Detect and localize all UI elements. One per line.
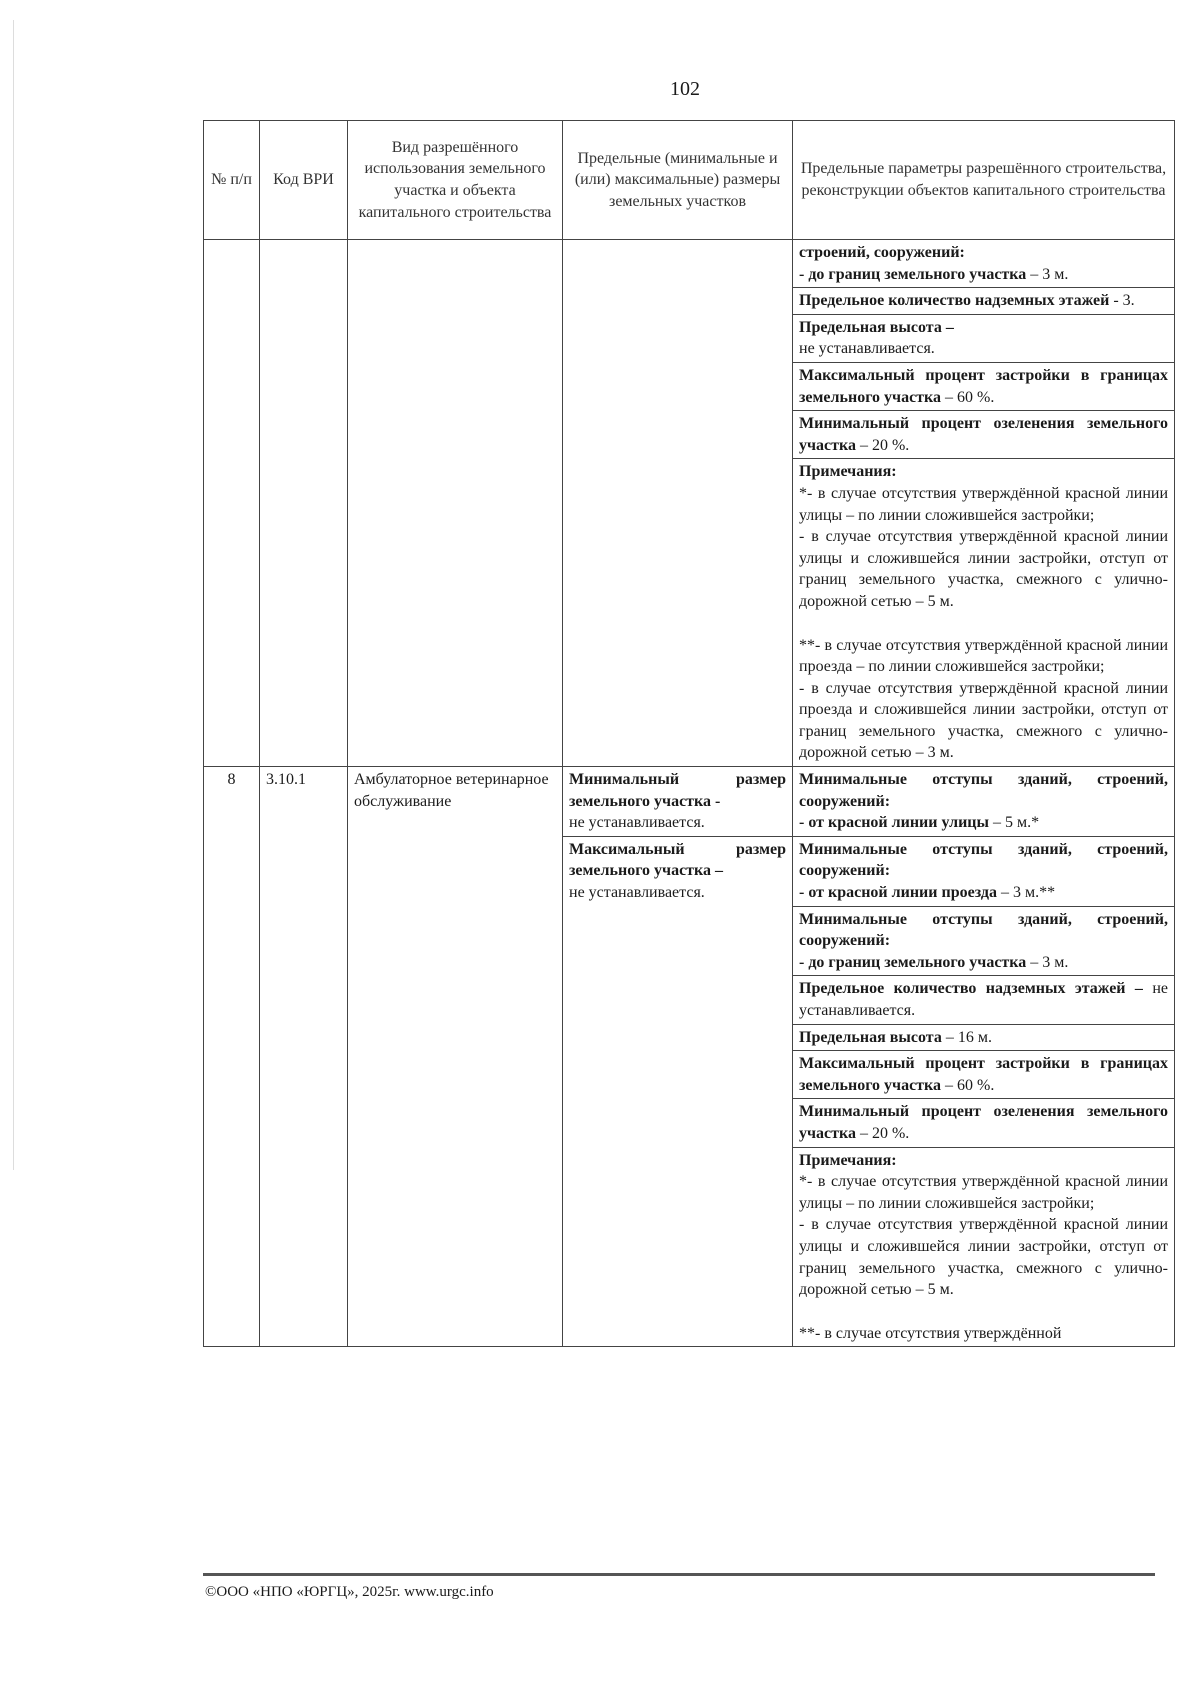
spacer [799, 613, 1168, 635]
param-build-percent [793, 1051, 1175, 1099]
param-build-percent [793, 362, 1175, 410]
note-item: *- в случае отсутствия утверждённой красной линии улицы – по линии сложившейся застройки; [799, 1173, 1168, 1212]
param-green-percent [793, 1099, 1175, 1147]
param-value: – 16 м. [941, 1028, 992, 1046]
param-line-value: – 3 м. [1026, 953, 1069, 971]
param-setbacks-border [793, 906, 1175, 976]
param-notes [793, 459, 1175, 767]
table-header-row [204, 121, 1175, 240]
param-line [799, 814, 1039, 831]
param-value: - 3. [1109, 292, 1135, 310]
note-item: - в случае отсутствия утверждённой красной линии улицы и сложившейся линии застройки, отступ от границ земельного участка, смежного с улично-дорожной сетью – 5 м. [799, 1216, 1168, 1299]
header-plot-sizes: Предельные (минимальные и (или) максимальные) размеры земельных участков [563, 121, 793, 240]
row-use-kind: Амбулаторное ветеринарное обслуживание [348, 767, 563, 1347]
size-title: Минимальный размер земельного участка - [569, 771, 786, 810]
param-title: Максимальный процент застройки в границах земельного участка [799, 366, 1168, 406]
param-title: Минимальные отступы зданий, строений, сооружений: [799, 771, 1168, 810]
param-value: не устанавливается. [799, 340, 935, 358]
header-use-kind: Вид разрешённого использования земельного участка и объекта капитального строительства [348, 121, 563, 240]
param-value: – 20 %. [855, 436, 910, 454]
param-value: – 60 %. [941, 388, 995, 406]
param-line-label: - от красной линии проезда [799, 884, 997, 902]
param-line-label: - от красной линии улицы [799, 814, 989, 832]
param-title: Максимальный процент застройки в границах земельного участка [799, 1055, 1168, 1094]
empty-cell [204, 240, 260, 767]
size-title: Максимальный размер земельного участка – [569, 840, 786, 880]
spacer [799, 1301, 1168, 1323]
param-title: Предельное количество надземных этажей [799, 292, 1110, 310]
param-line-label: - до границ земельного участка [799, 265, 1027, 283]
min-plot-size [563, 767, 793, 837]
param-setbacks-street [793, 767, 1175, 837]
param-title: Минимальный процент озеленения земельного участка [799, 415, 1168, 454]
param-height [793, 314, 1175, 362]
param-floors [793, 976, 1175, 1024]
param-value: – 20 %. [855, 1124, 910, 1142]
param-line-value: – 5 м.* [989, 814, 1040, 832]
param-value: не устанавливается. [799, 980, 1168, 1019]
param-setbacks [793, 240, 1175, 288]
empty-cell [260, 240, 348, 767]
param-green-percent [793, 411, 1175, 459]
header-parameters: Предельные параметры разрешённого строительства, реконструкции объектов капитального строительства [793, 121, 1175, 240]
row-number: 8 [204, 767, 260, 1347]
param-line [799, 954, 1068, 971]
param-title: Минимальный процент озеленения земельного участка [799, 1103, 1168, 1142]
size-value: не устанавливается. [569, 884, 705, 902]
size-value: не устанавливается. [569, 814, 705, 832]
notes-title: Примечания: [799, 1151, 897, 1169]
param-setbacks-passage [793, 836, 1175, 906]
param-value: – 60 %. [941, 1076, 995, 1094]
row-code: 3.10.1 [260, 767, 348, 1347]
footer-rule [203, 1573, 1155, 1576]
note-item: - в случае отсутствия утверждённой красной линии улицы и сложившейся линии застройки, отступ от границ земельного участка, смежного с улично-дорожной сетью – 5 м. [799, 528, 1168, 610]
page-number: 102 [670, 78, 700, 100]
max-plot-size [563, 836, 793, 1346]
header-code: Код ВРИ [260, 121, 348, 240]
notes-title: Примечания: [799, 463, 897, 481]
param-line-label: - до границ земельного участка [799, 953, 1027, 971]
note-item: **- в случае отсутствия утверждённой красной линии проезда – по линии сложившейся застройки; [799, 636, 1168, 676]
param-height [793, 1024, 1175, 1051]
regulations-table [203, 120, 1175, 1347]
param-line [799, 884, 1055, 901]
table-row [204, 767, 1175, 837]
param-line-value: – 3 м.** [996, 884, 1056, 902]
param-line [799, 266, 1068, 283]
note-item: - в случае отсутствия утверждённой красной линии проезда и сложившейся линии застройки, отступ от границ земельного участка, смежного с улично-дорожной сетью – 3 м. [799, 679, 1168, 762]
param-title: Минимальные отступы зданий, строений, сооружений: [799, 840, 1168, 880]
note-item: *- в случае отсутствия утверждённой красной линии улицы – по линии сложившейся застройки; [799, 484, 1168, 524]
empty-cell [348, 240, 563, 767]
param-line-value: – 3 м. [1026, 265, 1069, 283]
param-floors [793, 288, 1175, 315]
param-title: строений, сооружений: [799, 244, 965, 261]
scan-margin-line [13, 20, 14, 1170]
table-row [204, 240, 1175, 288]
empty-cell [563, 240, 793, 767]
footer-copyright: ©ООО «НПО «ЮРГЦ», 2025г. www.urgc.info [205, 1584, 494, 1600]
param-notes [793, 1147, 1175, 1347]
header-number: № п/п [204, 121, 260, 240]
param-title: Минимальные отступы зданий, строений, сооружений: [799, 910, 1168, 950]
note-item: **- в случае отсутствия утверждённой [799, 1324, 1062, 1342]
param-title: Предельная высота [799, 1028, 942, 1046]
param-title: Предельная высота – [799, 318, 954, 336]
param-title: Предельное количество надземных этажей – [799, 980, 1143, 998]
